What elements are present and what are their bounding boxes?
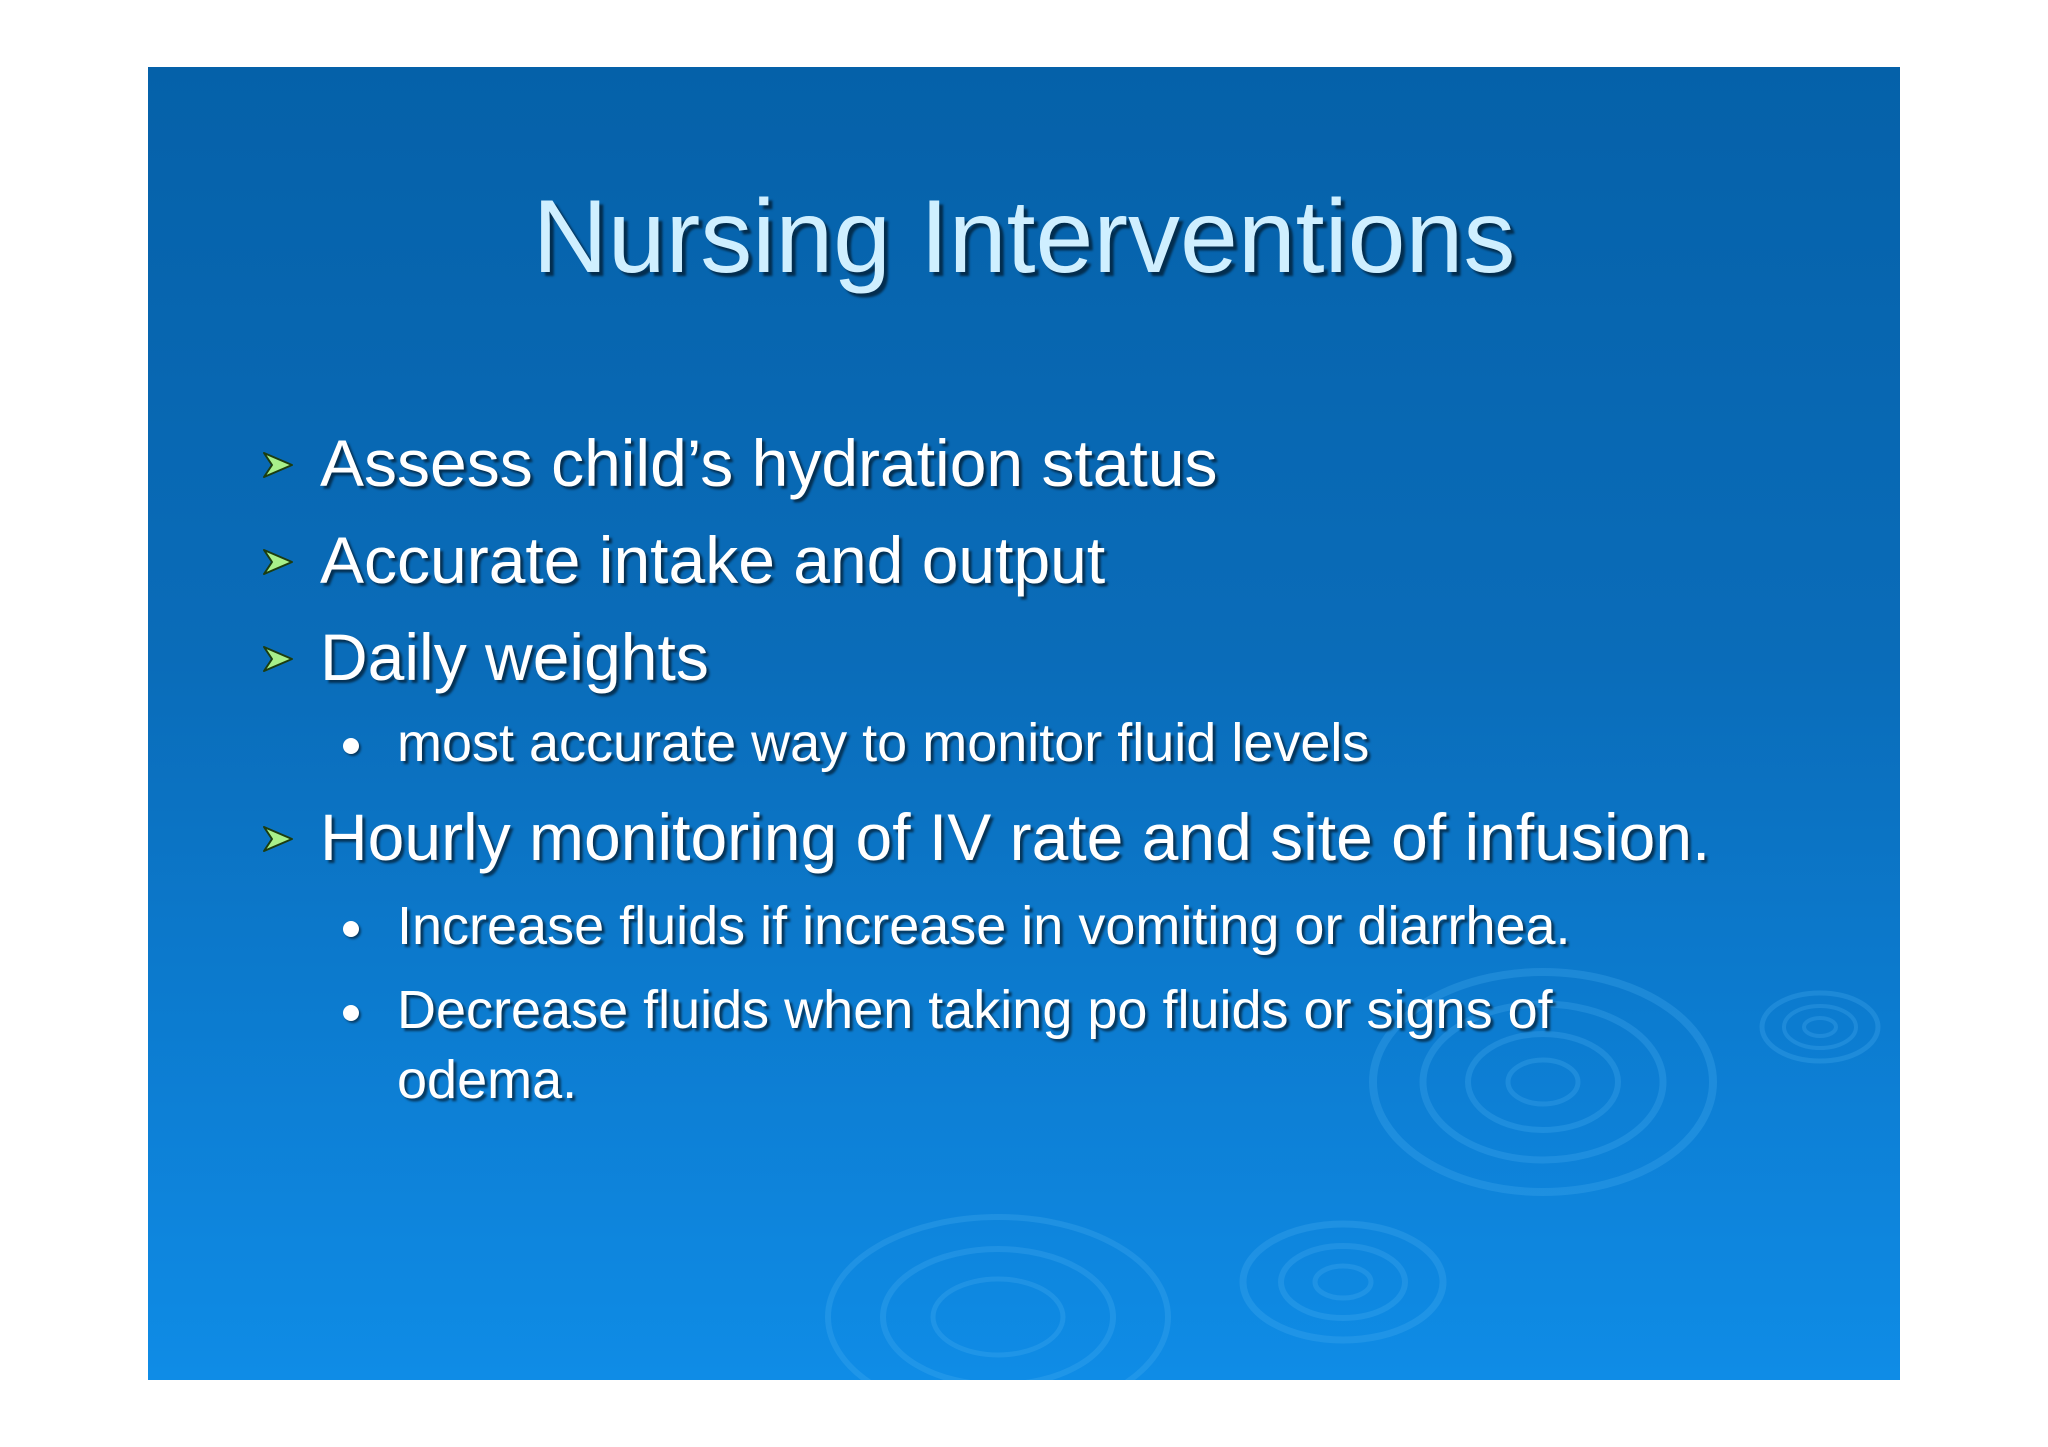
dot-bullet-icon [343, 738, 359, 754]
list-item-text: Daily weights [320, 620, 709, 694]
list-item-text: odema. [397, 1050, 578, 1110]
arrow-bullet-icon [258, 445, 298, 485]
list-item-text: Accurate intake and output [320, 523, 1106, 597]
list-item-text: Assess child’s hydration status [320, 426, 1218, 500]
dot-bullet-icon [343, 1005, 359, 1021]
list-item-text: most accurate way to monitor fluid levels [397, 713, 1370, 773]
dot-bullet-icon [343, 921, 359, 937]
arrow-bullet-icon [258, 819, 298, 859]
list-item-text: Decrease fluids when taking po fluids or signs of [397, 980, 1553, 1040]
list-item-text: Hourly monitoring of IV rate and site of infusion. [320, 800, 1711, 874]
slide [148, 67, 1900, 1380]
arrow-bullet-icon [258, 542, 298, 582]
arrow-bullet-icon [258, 639, 298, 679]
slide-title: Nursing Interventions [532, 179, 1516, 295]
list-item-text: Increase fluids if increase in vomiting or diarrhea. [397, 896, 1571, 956]
